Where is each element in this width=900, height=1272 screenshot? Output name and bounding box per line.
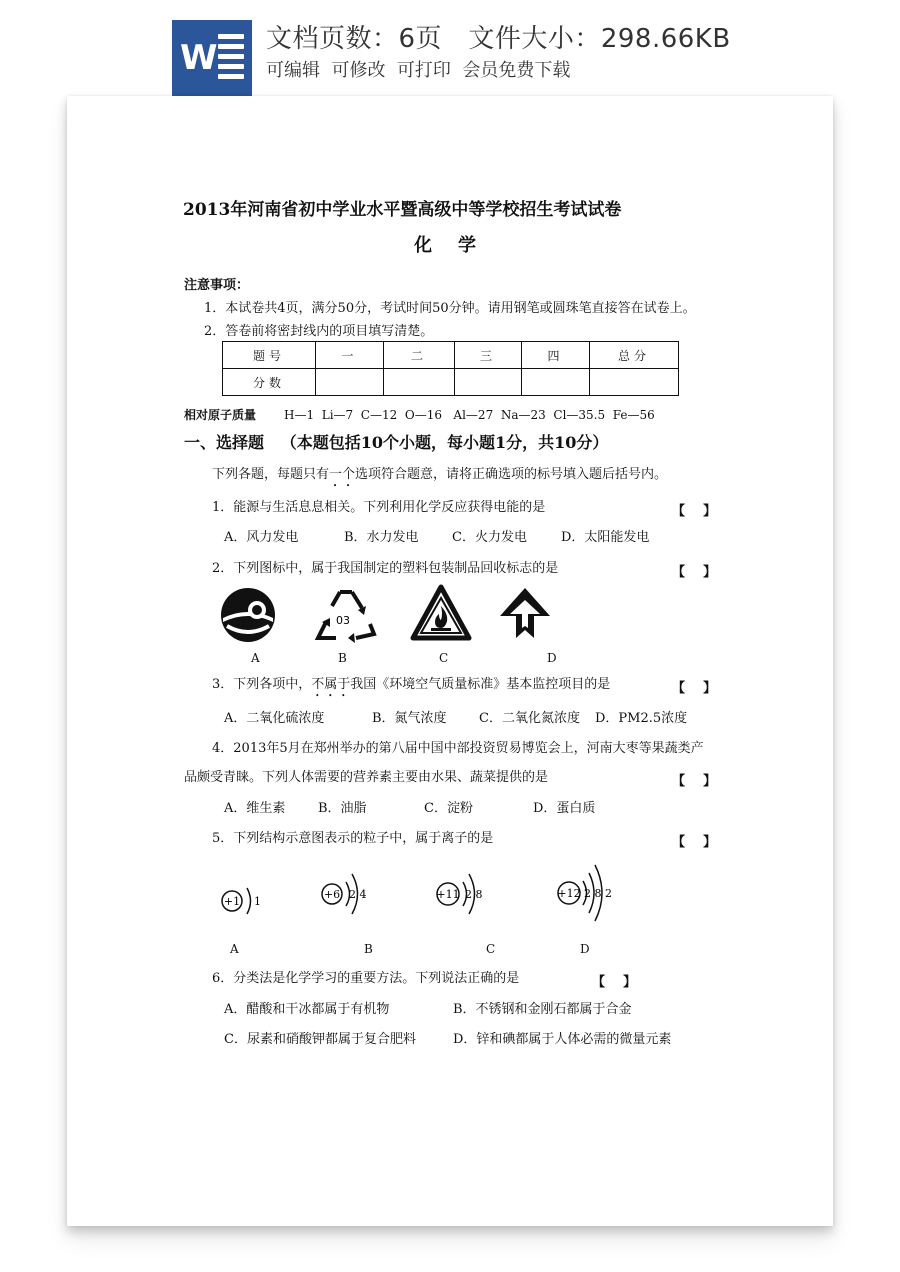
notice-item-1: 1．本试卷共4页，满分50分，考试时间50分钟。请用钢笔或圆珠笔直接答在试卷上。 — [204, 301, 696, 316]
q3-option-a: A．二氧化硫浓度 — [224, 711, 325, 726]
nucleus-charge: +12 — [557, 887, 581, 900]
word-icon-letter: W — [180, 38, 218, 78]
electron-shells: 1 — [254, 895, 261, 908]
q1-option-b: B．水力发电 — [344, 530, 419, 545]
answer-bracket: 【 】 — [672, 504, 717, 519]
recycle-code-text: 03 — [336, 614, 350, 627]
notice-item-2: 2．答卷前将密封线内的项目填写清楚。 — [204, 324, 434, 339]
answer-bracket: 【 】 — [672, 835, 717, 850]
q4-option-a: A．维生素 — [224, 801, 286, 816]
plastic-recycling-icon — [314, 584, 378, 644]
answer-bracket: 【 】 — [672, 565, 717, 580]
score-table-cell: 分数 — [223, 369, 316, 396]
q2-label-b: B — [338, 651, 347, 665]
score-input-cell — [522, 369, 590, 396]
q4-option-b: B．油脂 — [318, 801, 367, 816]
score-table-cell: 题号 — [223, 342, 316, 369]
atom-structure-a — [218, 876, 268, 926]
score-table-cell: 二 — [384, 342, 455, 369]
section-1-instructions: 下列各题，每题只有一个选项符合题意，请将正确选项的标号填入题后括号内。 — [212, 467, 668, 482]
section-1-title: 一、选择题 （本题包括10个小题，每小题1分，共10分） — [184, 433, 609, 452]
q5-label-a: A — [230, 942, 239, 956]
q5-label-d: D — [580, 942, 590, 956]
recycle-arrow-icon — [496, 584, 554, 642]
question-5: 5．下列结构示意图表示的粒子中，属于离子的是 — [212, 831, 494, 846]
q3-option-d: D．PM2.5浓度 — [595, 711, 688, 726]
answer-bracket: 【 】 — [672, 774, 717, 789]
atom-structure-c — [434, 866, 494, 926]
score-input-cell — [384, 369, 455, 396]
score-table-cell: 三 — [455, 342, 522, 369]
q6-option-c: C．尿素和硝酸钾都属于复合肥料 — [224, 1032, 416, 1047]
score-input-cell — [455, 369, 522, 396]
q4-option-d: D．蛋白质 — [533, 801, 596, 816]
download-banner — [0, 0, 900, 100]
atomic-mass-values: H—1 Li—7 C—12 O—16 Al—27 Na—23 Cl—35.5 Fe—56 — [284, 408, 655, 422]
score-table-score-row — [223, 369, 679, 396]
exam-title: 2013年河南省初中学业水平暨高级中等学校招生考试试卷 — [183, 200, 622, 220]
electron-shells: 2 8 2 — [584, 887, 612, 900]
q6-option-d: D．锌和碘都属于人体必需的微量元素 — [453, 1032, 672, 1047]
score-table-header-row — [223, 342, 679, 369]
question-4-line-2: 品颇受青睐。下列人体需要的营养素主要由水果、蔬菜提供的是 — [184, 770, 549, 785]
atom-structure-d — [554, 860, 620, 926]
q4-option-c: C．淀粉 — [424, 801, 473, 816]
score-table-cell: 总分 — [590, 342, 679, 369]
q2-label-c: C — [439, 651, 449, 665]
q3-option-b: B．氮气浓度 — [372, 711, 447, 726]
q6-option-b: B．不锈钢和金刚石都属于合金 — [453, 1002, 632, 1017]
q5-label-b: B — [364, 942, 373, 956]
q2-label-a: A — [251, 651, 260, 665]
document-info-title: 文档页数：6页 文件大小：298.66KB — [266, 24, 731, 54]
score-input-cell — [590, 369, 679, 396]
document-features: 可编辑 可修改 可打印 会员免费下载 — [266, 60, 571, 81]
answer-bracket: 【 】 — [672, 681, 717, 696]
q3-option-c: C．二氧化氮浓度 — [479, 711, 580, 726]
score-input-cell — [316, 369, 384, 396]
water-saving-icon — [217, 586, 279, 644]
q6-option-a: A．醋酸和干冰都属于有机物 — [224, 1002, 390, 1017]
electron-shells: 2 8 — [465, 888, 483, 901]
q1-option-d: D．太阳能发电 — [561, 530, 650, 545]
atomic-mass-label: 相对原子质量 — [184, 408, 257, 422]
flammable-warning-icon — [410, 584, 472, 642]
exam-page — [67, 96, 833, 1226]
question-2: 2．下列图标中，属于我国制定的塑料包装制品回收标志的是 — [212, 561, 559, 576]
question-3: 3．下列各项中，不属于我国《环境空气质量标准》基本监控项目的是 — [212, 677, 611, 692]
score-table — [222, 341, 679, 396]
question-1: 1．能源与生活息息相关。下列利用化学反应获得电能的是 — [212, 500, 546, 515]
q1-option-a: A．风力发电 — [224, 530, 299, 545]
nucleus-charge: +1 — [223, 895, 241, 908]
nucleus-charge: +11 — [436, 888, 460, 901]
q2-label-d: D — [547, 651, 557, 665]
q1-option-c: C．火力发电 — [452, 530, 527, 545]
score-table-cell: 四 — [522, 342, 590, 369]
score-table-cell: 一 — [316, 342, 384, 369]
electron-shells: 2 4 — [349, 888, 367, 901]
notice-heading: 注意事项： — [184, 278, 250, 293]
question-6: 6．分类法是化学学习的重要方法。下列说法正确的是 — [212, 971, 520, 986]
question-4-line-1: 4．2013年5月在郑州举办的第八届中国中部投资贸易博览会上，河南大枣等果蔬类产 — [212, 741, 704, 756]
atom-structure-b — [318, 866, 376, 926]
q5-label-c: C — [486, 942, 496, 956]
answer-bracket: 【 】 — [592, 975, 637, 990]
exam-subject: 化学 — [414, 235, 502, 256]
word-document-icon — [172, 20, 252, 96]
nucleus-charge: +6 — [323, 888, 341, 901]
